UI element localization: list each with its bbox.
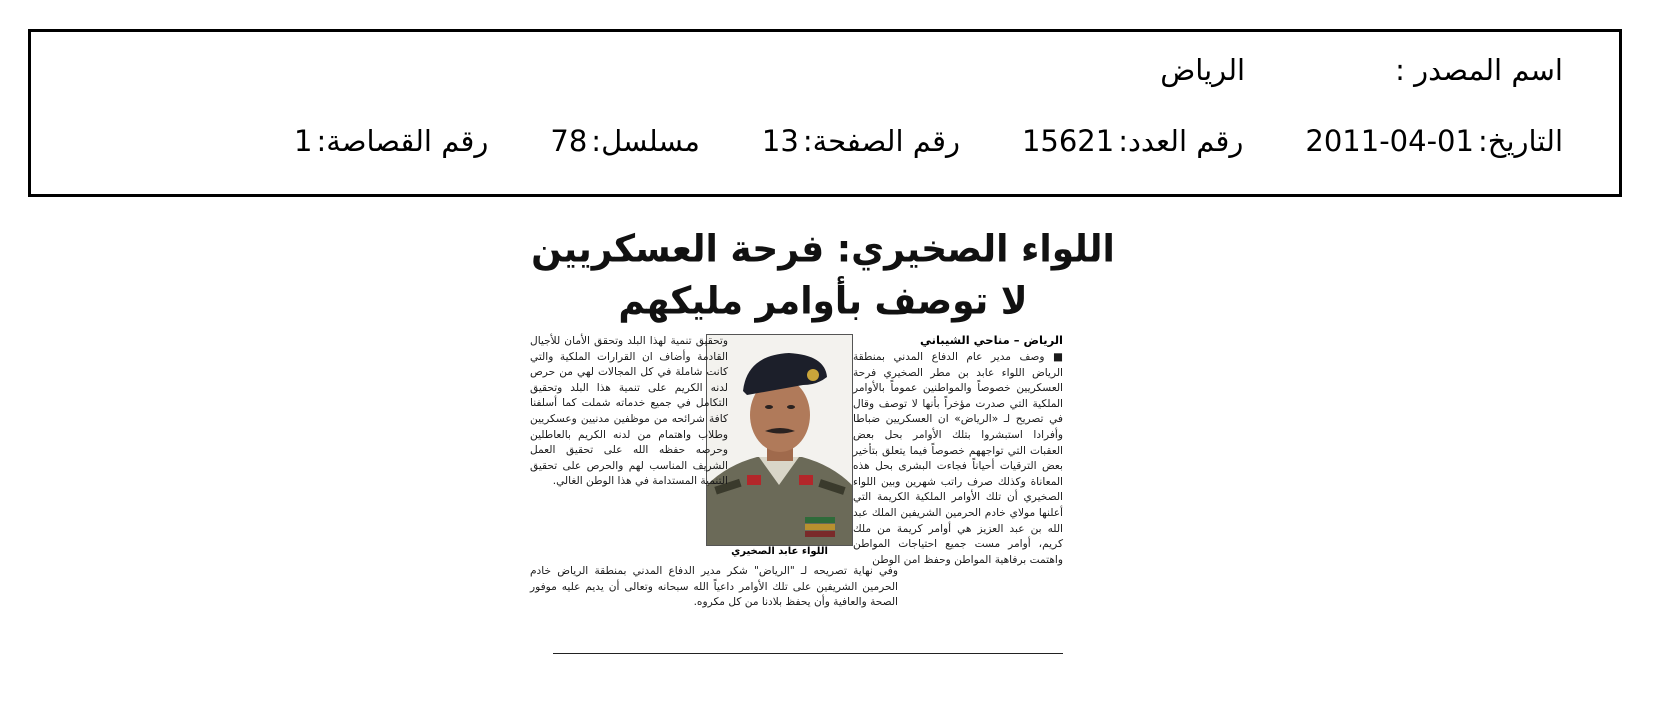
source-value: الرياض — [1160, 53, 1246, 87]
photo-caption: اللواء عابد الصخيري — [731, 546, 828, 557]
portrait-photo — [706, 334, 853, 546]
article-column-left — [530, 334, 728, 490]
newspaper-clipping — [523, 227, 1123, 690]
details-row — [294, 124, 1563, 158]
date-label: التاريخ: — [1477, 124, 1563, 158]
article-column-right — [853, 350, 1063, 568]
portrait-illustration — [707, 335, 852, 545]
article-column-bottom — [530, 564, 898, 611]
column-bottom-text: وفي نهاية تصريحه لـ "الرياض" شكر مدير الدفاع المدني بمنطقة الرياض خادم الحرمين الشريفين على تلك الأوامر داعياً الله سبحانه وتعالى أن يديم عليه موفور الصحة والعافية وأن يحفظ بلادنا من كل مكروه. — [530, 565, 898, 609]
source-label: اسم المصدر : — [1395, 53, 1563, 87]
clip-value: 1 — [294, 124, 313, 158]
serial-label: مسلسل: — [591, 124, 700, 158]
issue-value: 15621 — [1021, 124, 1115, 158]
page-value: 13 — [761, 124, 799, 158]
serial-value: 78 — [550, 124, 588, 158]
bottom-rule — [553, 653, 1063, 654]
byline: الرياض – مناحي الشيباني — [920, 333, 1063, 347]
column-left-text: وتحقيق تنمية لهذا البلد وتحقق الأمان للأجيال القادمة وأضاف ان القرارات الملكية والتي كانت شاملة في كل المجالات لهي من حرص لدنه الكريم على تنمية هذا البلد وتحقيق التكامل في جميع خدماته شملت كما أسلفنا كافة شرائحه من موظفين مدنيين وعسكريين وطلاب واهتمام من لدنه الكريم بالعاطلين وحرصه حفظه الله على تحقيق العمل الشريف المناسب لهم والحرص على تحقيق التنمية المستدامة في هذا الوطن الغالي. — [530, 335, 728, 488]
date-value: 2011-04-01 — [1305, 124, 1474, 158]
headline-line-2: لا توصف بأوامر مليكهم — [618, 279, 1028, 323]
metadata-box — [28, 29, 1622, 197]
issue-label: رقم العدد: — [1118, 124, 1244, 158]
clip-label: رقم القصاصة: — [316, 124, 489, 158]
headline-line-1: اللواء الصخيري: فرحة العسكريين — [531, 227, 1115, 271]
page-label: رقم الصفحة: — [802, 124, 960, 158]
column-right-text: ■ وصف مدير عام الدفاع المدني بمنطقة الرياض اللواء عابد بن مطر الصخيري فرحة العسكريين خصوصاً والمواطنين عموماً بالأوامر الملكية التي صدرت مؤخراً بأنها لا توصف وقال في تصريح لـ «الرياض» ان العسكريين ضباطا وأفرادا استبشروا بتلك الأوامر بحل بعض العقبات التي تواجههم خصوصاً فيما يتعلق بتأخير بعض الترقيات أحياناً فجاءت البشرى بحل هذه المعاناة وكذلك صرف راتب شهرين وبين اللواء الصخيري أن تلك الأوامر الملكية الكريمة التي أعلنها مولاي خادم الحرمين الشريفين الملك عبد الله بن عبد العزيز هي أوامر كريمة من ملك كريم، أوامر مست جميع احتياجات المواطن واهتمت برفاهية المواطن وحفظ امن الوطن — [853, 351, 1063, 566]
source-row — [1160, 53, 1563, 87]
